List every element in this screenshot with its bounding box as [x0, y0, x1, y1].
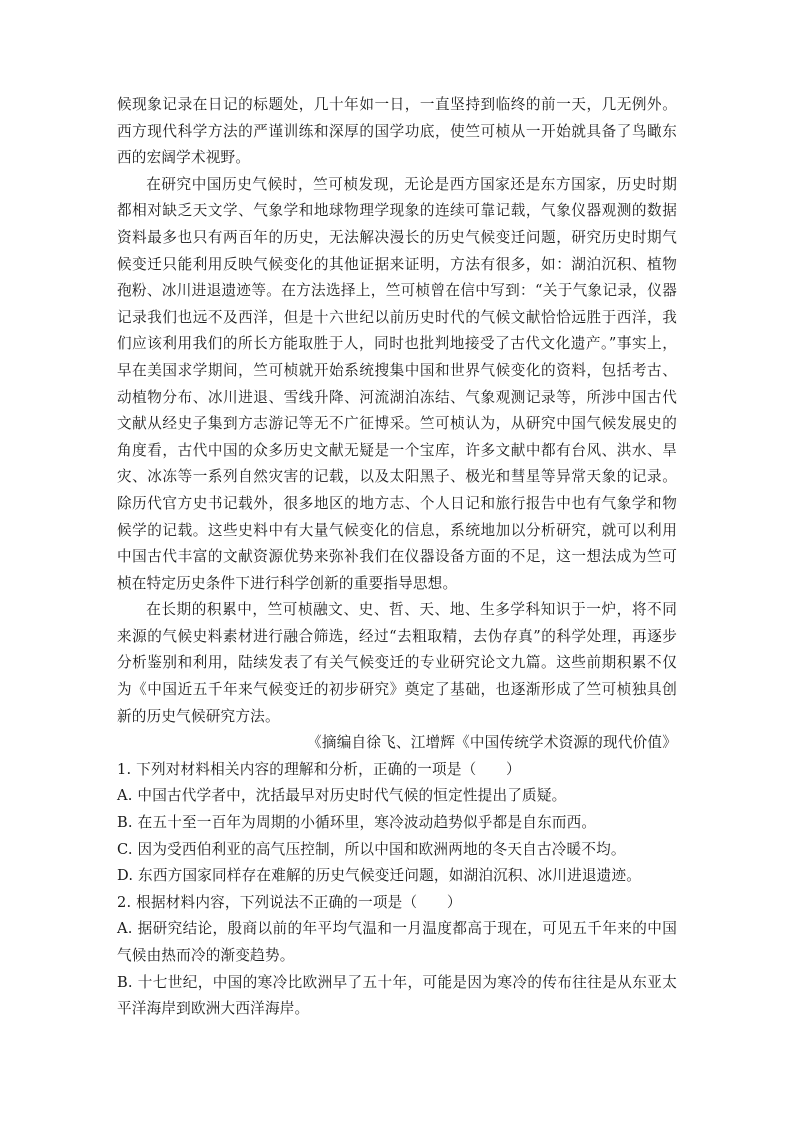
document-page [117, 92, 677, 1023]
question-option-a: A. 中国古代学者中，沈括最早对历史时代气候的恒定性提出了质疑。 [117, 787, 567, 805]
article-paragraph-3: 在长期的积累中，竺可桢融文、史、哲、天、地、生多学科知识于一炉，将不同来源的气候史料素材进行融合筛选，经过“去粗取精，去伪存真”的科学处理，再逐步分析鉴别和利用，陆续发表了有关气候变迁的专业研究论文九篇。这些前期积累不仅为《中国近五千年来气候变迁的初步研究》奠定了基础，也逐渐形成了竺可桢独具创新的历史气候研究方法。 [117, 601, 677, 725]
question-option-a: A. 据研究结论，殷商以前的年平均气温和一月温度都高于现在，可见五千年来的中国气候由热而冷的渐变趋势。 [117, 920, 677, 964]
question-option-d: D. 东西方国家同样存在难解的历史气候变迁问题，如湖泊沉积、冰川进退遗迹。 [117, 867, 642, 885]
question-option-c: C. 因为受西伯利亚的高气压控制，所以中国和欧洲两地的冬天自古冷暖不均。 [117, 840, 626, 858]
article-paragraph-1: 候现象记录在日记的标题处，几十年如一日，一直坚持到临终的前一天，几无例外。西方现代科学方法的严谨训练和深厚的国学功底，使竺可桢从一开始就具备了鸟瞰东西的宏阔学术视野。 [117, 96, 677, 167]
question-stem: 2. 根据材料内容，下列说法不正确的一项是（ ） [117, 893, 462, 911]
question-2 [117, 890, 677, 1023]
question-option-b: B. 十七世纪，中国的寒冷比欧洲早了五十年，可能是因为寒冷的传布往往是从东亚太平洋海岸到欧洲大西洋海岸。 [117, 973, 677, 1018]
article-source: 《摘编自徐飞、江增辉《中国传统学术资源的现代价值》 [307, 734, 677, 752]
article-paragraph-2: 在研究中国历史气候时，竺可桢发现，无论是西方国家还是东方国家，历史时期都相对缺乏天文学、气象学和地球物理学现象的连续可靠记载，气象仪器观测的数据资料最多也只有两百年的历史，无法解决漫长的历史气候变迁问题，研究历史时期气候变迁只能利用反映气候变化的其他证据来证明，方法有很多，如：湖泊沉积、植物孢粉、冰川进退遗迹等。在方法选择上，竺可桢曾在信中写到：“关于气象记录，仪器记录我们也远不及西洋，但是十六世纪以前历史时代的气候文献恰恰远胜于西洋，我们应该利用我们的所长方能取胜于人，同时也批判地接受了古代文化遗产。”事实上，早在美国求学期间，竺可桢就开始系统搜集中国和世界气候变化的资料，包括考古、动植物分布、冰川进退、雪线升降、河流湖泊冻结、气象观测记录等，所涉中国古代文献从经史子集到方志游记等无不广征博采。竺可桢认为，从研究中国气候发展史的角度看，古代中国的众多历史文献无疑是一个宝库，许多文献中都有台风、洪水、旱灾、冰冻等一系列自然灾害的记载，以及太阳黑子、极光和彗星等异常天象的记录。除历代官方史书记载外，很多地区的地方志、个人日记和旅行报告中也有气象学和物候学的记载。这些史料中有大量气候变化的信息，系统地加以分析研究，就可以利用中国古代丰富的文献资源优势来弥补我们在仪器设备方面的不足，这一想法成为竺可桢在特定历史条件下进行科学创新的重要指导思想。 [117, 175, 677, 592]
question-stem: 1. 下列对材料相关内容的理解和分析，正确的一项是（ ） [117, 760, 521, 778]
question-1 [117, 757, 677, 890]
question-option-b: B. 在五十至一百年为周期的小循环里，寒冷波动趋势似乎都是自东而西。 [117, 814, 597, 832]
